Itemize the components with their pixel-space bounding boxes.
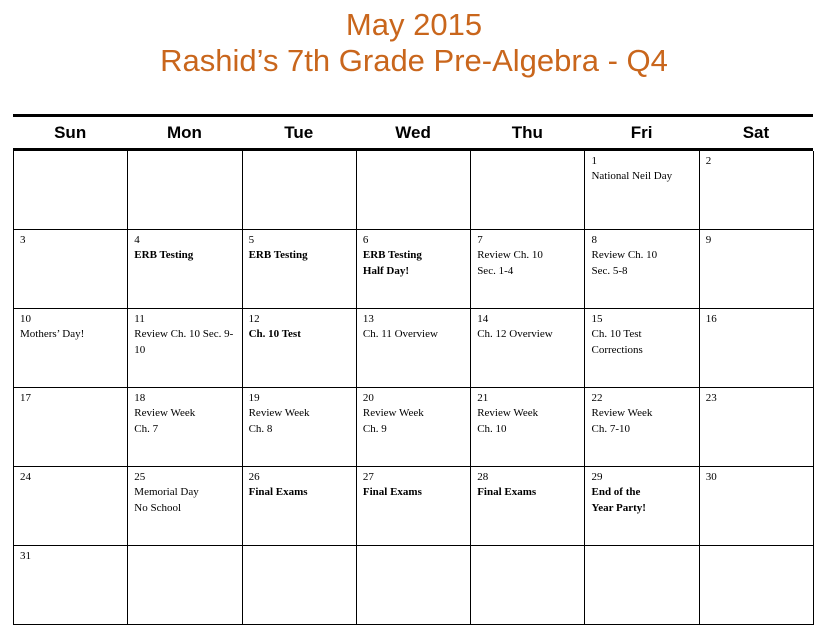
- day-cell: [14, 151, 128, 230]
- day-number: 5: [248, 234, 255, 246]
- calendar-title: [0, 8, 828, 80]
- day-event: Review Week Ch. 8: [248, 407, 310, 435]
- day-cell: [585, 230, 699, 309]
- weekday-header-fri: Fri: [630, 123, 653, 142]
- calendar-grid: [13, 151, 813, 625]
- day-number: 21: [477, 392, 489, 404]
- day-event: ERB Testing Half Day!: [362, 249, 422, 277]
- day-cell: [128, 151, 242, 230]
- day-number: 13: [362, 313, 374, 325]
- day-event: Ch. 10 Test: [248, 328, 301, 340]
- day-cell: [357, 388, 471, 467]
- day-cell: [471, 230, 585, 309]
- day-number: 4: [134, 234, 140, 246]
- day-event: Ch. 10 Test Corrections: [591, 328, 643, 356]
- weekday-header-thu: Thu: [511, 123, 543, 142]
- day-cell: [128, 546, 242, 625]
- day-number: 30: [705, 471, 717, 483]
- day-event: Review Week Ch. 7: [134, 407, 196, 435]
- day-event: Review Week Ch. 9: [362, 407, 424, 435]
- day-number: 9: [705, 234, 712, 246]
- day-cell: [357, 151, 471, 230]
- day-event: Memorial Day No School: [134, 486, 199, 514]
- weekday-header-sun: Sun: [54, 123, 87, 142]
- day-number: 8: [591, 234, 597, 246]
- day-cell: [471, 309, 585, 388]
- day-cell: [243, 388, 357, 467]
- day-cell: [700, 309, 814, 388]
- day-cell: [357, 546, 471, 625]
- day-number: 1: [591, 155, 597, 167]
- day-number: 19: [248, 392, 260, 404]
- day-cell: [471, 546, 585, 625]
- day-number: 2: [705, 155, 712, 167]
- day-event: Review Week Ch. 7-10: [591, 407, 653, 435]
- day-cell: [471, 467, 585, 546]
- day-cell: [128, 388, 242, 467]
- day-cell: [128, 309, 242, 388]
- weekday-header-tue: Tue: [284, 123, 314, 142]
- day-cell: [128, 467, 242, 546]
- day-event: Ch. 11 Overview: [362, 328, 438, 340]
- day-number: 18: [134, 392, 146, 404]
- day-number: 11: [134, 313, 145, 325]
- day-cell: [700, 467, 814, 546]
- day-cell: [243, 309, 357, 388]
- day-number: 23: [705, 392, 717, 404]
- weekday-header-mon: Mon: [166, 123, 202, 142]
- day-cell: [700, 388, 814, 467]
- day-number: 31: [20, 550, 31, 562]
- day-number: 25: [134, 471, 146, 483]
- day-cell: [700, 230, 814, 309]
- day-number: 10: [20, 313, 31, 325]
- day-event: Review Ch. 10 Sec. 1-4: [477, 249, 543, 277]
- day-event: Review Week Ch. 10: [477, 407, 539, 435]
- day-event: National Neil Day: [591, 170, 673, 182]
- day-number: 3: [20, 234, 26, 246]
- day-cell: [471, 388, 585, 467]
- day-event: ERB Testing: [134, 249, 194, 261]
- weekday-header-wed: Wed: [395, 123, 431, 142]
- day-number: 22: [591, 392, 603, 404]
- day-number: 12: [248, 313, 260, 325]
- day-cell: [471, 151, 585, 230]
- day-cell: [14, 546, 128, 625]
- day-cell: [128, 230, 242, 309]
- weekday-header-row: [13, 117, 813, 151]
- day-cell: [585, 546, 699, 625]
- day-cell: [585, 388, 699, 467]
- day-cell: [700, 151, 814, 230]
- month-calendar: [13, 114, 813, 625]
- day-cell: [243, 467, 357, 546]
- day-cell: [243, 230, 357, 309]
- day-event: Review Ch. 10 Sec. 5-8: [591, 249, 658, 277]
- day-cell: [585, 467, 699, 546]
- day-event: Final Exams: [362, 486, 422, 498]
- day-number: 14: [477, 313, 489, 325]
- day-event: ERB Testing: [248, 249, 308, 261]
- day-number: 16: [705, 313, 717, 325]
- day-cell: [357, 309, 471, 388]
- day-event: End of the Year Party!: [591, 486, 646, 514]
- day-number: 26: [248, 471, 260, 483]
- day-number: 29: [591, 471, 603, 483]
- day-cell: [14, 230, 128, 309]
- day-cell: [243, 151, 357, 230]
- day-event: Final Exams: [248, 486, 308, 498]
- day-cell: [585, 309, 699, 388]
- day-number: 24: [20, 471, 31, 483]
- class-title: Rashid’s 7th Grade Pre-Algebra - Q4: [160, 43, 668, 78]
- day-number: 7: [477, 234, 483, 246]
- day-cell: [243, 546, 357, 625]
- day-cell: [357, 230, 471, 309]
- day-event: Ch. 12 Overview: [477, 328, 553, 340]
- day-event: Mothers’ Day!: [20, 328, 85, 340]
- month-title: May 2015: [345, 7, 483, 42]
- day-cell: [700, 546, 814, 625]
- day-number: 6: [362, 234, 369, 246]
- weekday-header-sat: Sat: [742, 123, 770, 142]
- day-number: 27: [362, 471, 374, 483]
- day-cell: [357, 467, 471, 546]
- day-event: Final Exams: [477, 486, 537, 498]
- day-number: 20: [362, 392, 374, 404]
- day-cell: [585, 151, 699, 230]
- day-cell: [14, 309, 128, 388]
- day-number: 28: [477, 471, 489, 483]
- day-number: 15: [591, 313, 603, 325]
- day-number: 17: [20, 392, 31, 404]
- day-cell: [14, 388, 128, 467]
- day-event: Review Ch. 10 Sec. 9- 10: [134, 328, 234, 356]
- day-cell: [14, 467, 128, 546]
